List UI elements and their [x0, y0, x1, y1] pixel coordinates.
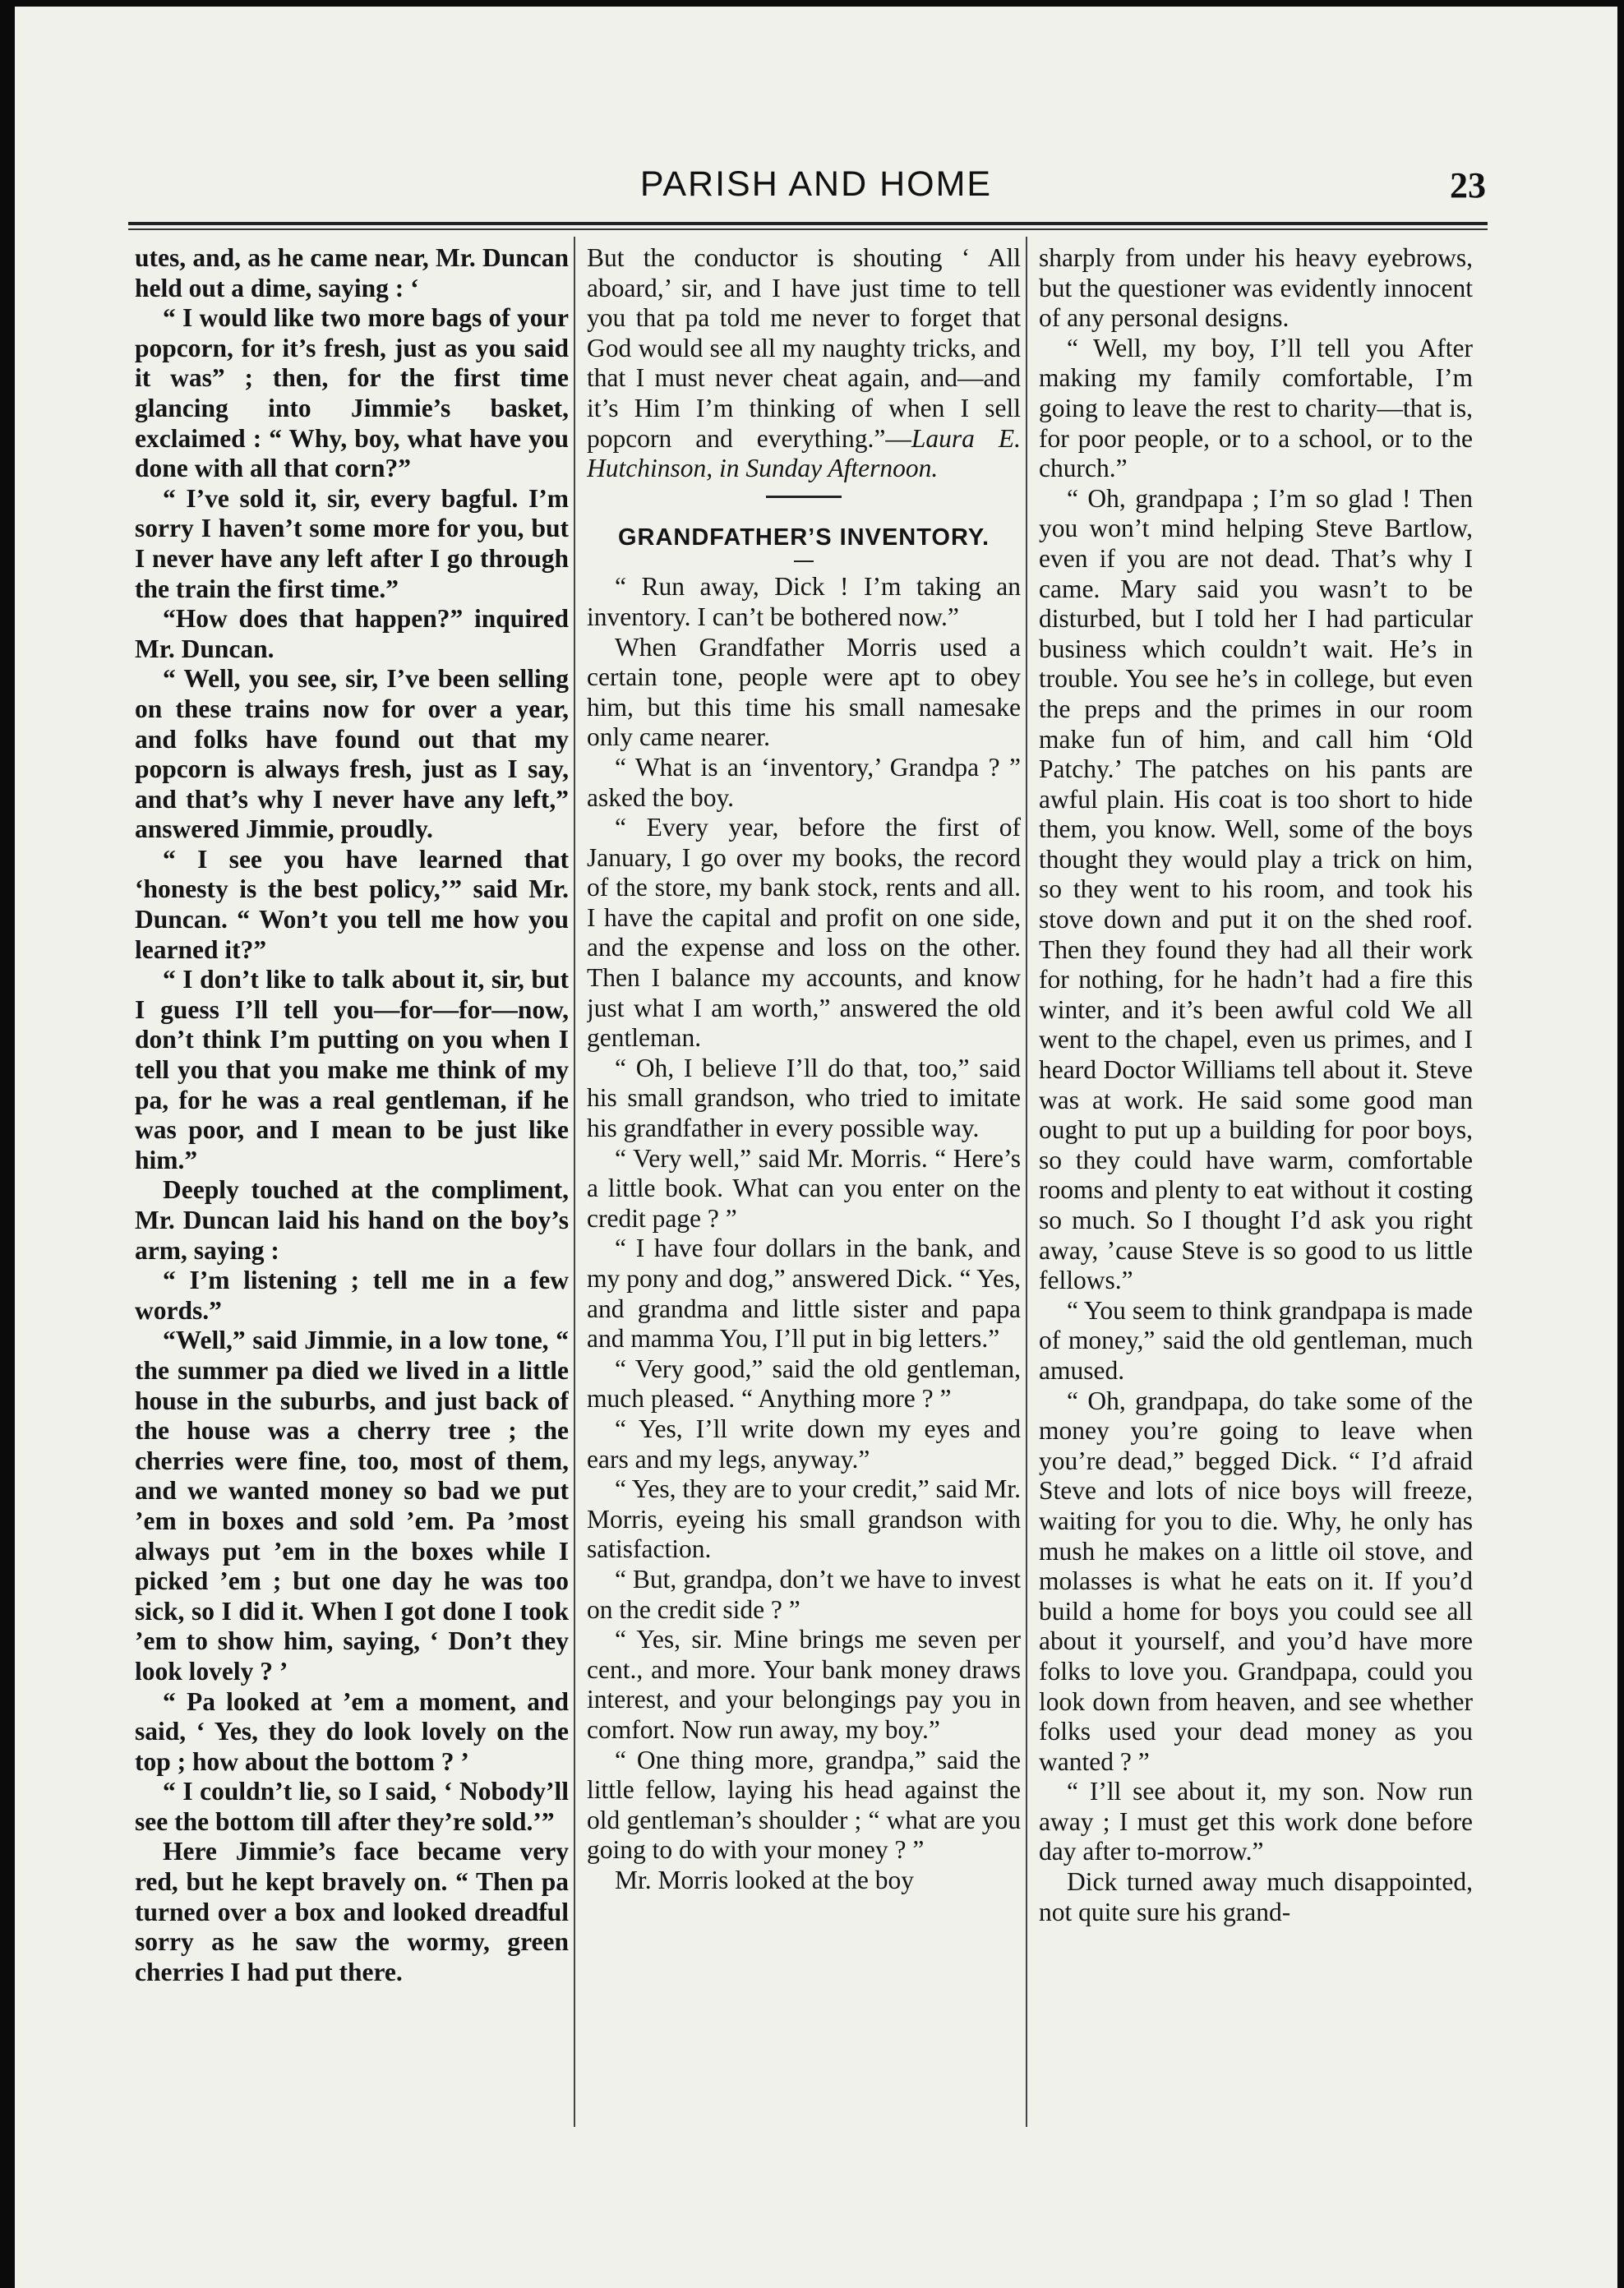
paragraph: “ I’ll see about it, my son. Now run away ; I must get this work done before day after to-morrow.” — [1039, 1777, 1473, 1866]
paragraph: When Grandfather Morris used a certain tone, people were apt to obey him, but this time his small namesake only came nearer. — [587, 632, 1021, 752]
column-divider-2 — [1026, 237, 1027, 2127]
story-ending-text: But the conductor is shouting ‘ All aboard,’ sir, and I have just time to tell you that pa told me never to forget that God would see all my naughty tricks, and that I must never cheat again, and—and it’s Him I’m thinking of when I sell popcorn and everything.”— — [587, 243, 1021, 453]
paragraph: “ I’ve sold it, sir, every bagful. I’m sorry I haven’t some more for you, but I never have any left after I go through the train the first time.” — [135, 483, 569, 603]
article-heading: GRANDFATHER’S INVENTORY. — [617, 524, 990, 551]
paragraph: Deeply touched at the compliment, Mr. Duncan laid his hand on the boy’s arm, saying : — [135, 1175, 569, 1265]
column-1 — [135, 243, 569, 2150]
paragraph: “ Oh, grandpapa ; I’m so glad ! Then you won’t mind helping Steve Bartlow, even if you are not dead. That’s why I came. Mary said you wasn’t to be disturbed, but I told her I had particular business which couldn’t wait. He’s in trouble. You see he’s in college, but even the preps and the primes in our room make fun of him, and call him ‘Old Patchy.’ The patches on his pants are awful plain. His coat is too short to hide them, you know. Well, some of the boys thought they would play a trick on him, so they went to his room, and took his stove down and put it on the shed roof. Then they found they had all their work for nothing, for he hadn’t had a fire this winter, and it’s been awful cold We all went to the chapel, even us primes, and I heard Doctor Williams tell about it. Steve was at work. He said some good man ought to put up a building for poor boys, so they could have warm, comfortable rooms and plenty to eat without it costing so much. So I thought I’d ask you right away, ’cause Steve is so good to us little fellows.” — [1039, 483, 1473, 1295]
heading-dash — [794, 560, 814, 562]
story-credit: Laura E. Hutchinson, in Sunday Afternoon. — [587, 423, 1021, 483]
paragraph: “ Well, you see, sir, I’ve been selling on these trains now for over a year, and folks have found out that my popcorn is always fresh, just as I say, and that’s why I never have any left,” answered Jimmie, proudly. — [135, 664, 569, 844]
paragraph: “ I don’t like to talk about it, sir, but I guess I’ll tell you—for—for—now, don’t think I’m putting on you when I tell you that you make me think of my pa, for he was a real gentleman, if he was poor, and I mean to be just like him.” — [135, 965, 569, 1174]
paragraph: “ I couldn’t lie, so I said, ‘ Nobody’ll see the bottom till after they’re sold.’” — [135, 1777, 569, 1836]
paragraph: “ Well, my boy, I’ll tell you After making my family comfortable, I’m going to leave the rest to charity—that is, for poor people, or to a school, or to the church.” — [1039, 333, 1473, 483]
paragraph: Dick turned away much disappointed, not quite sure his grand- — [1039, 1867, 1473, 1926]
paragraph: “ Very good,” said the old gentleman, much pleased. “ Anything more ? ” — [587, 1354, 1021, 1414]
story-ending — [587, 243, 1021, 484]
paragraph: “ Oh, grandpapa, do take some of the money you’re going to leave when you’re dead,” begged Dick. “ I’d afraid Steve and lots of nice boys will freeze, waiting for you to die. Why, he only has mush he makes on a little oil stove, and molasses is what he eats on it. If you’d build a home for boys you could see all about it yourself, and you’d have more folks to love you. Grandpapa, could you look down from heaven, and see whether folks used your dead money as you wanted ? ” — [1039, 1386, 1473, 1776]
paragraph: “ You seem to think grandpapa is made of money,” said the old gentleman, much amused. — [1039, 1295, 1473, 1385]
header-rule — [128, 222, 1488, 225]
paragraph: “ Pa looked at ’em a moment, and said, ‘ Yes, they do look lovely on the top ; how about the bottom ? ’ — [135, 1686, 569, 1776]
paragraph: Here Jimmie’s face became very red, but he kept bravely on. “ Then pa turned over a box and looked dreadful sorry as he saw the wormy, green cherries I had put there. — [135, 1837, 569, 1986]
paragraph: “ I’m listening ; tell me in a few words.” — [135, 1266, 569, 1325]
column-3 — [1039, 243, 1473, 2150]
paragraph: “ Every year, before the first of January, I go over my books, the record of the store, my bank stock, rents and all. I have the capital and profit on one side, and the expense and loss on the other. Then I balance my accounts, and know just what I am worth,” answered the old gentleman. — [587, 813, 1021, 1053]
paragraph: “Well,” said Jimmie, in a low tone, “ the summer pa died we lived in a little house in the suburbs, and just back of the house was a cherry tree ; the cherries were fine, too, most of them, and we wanted money so bad we put ’em in boxes and sold ’em. Pa ’most always put ’em in the boxes while I picked ’em ; but one day he was too sick, so I did it. When I got done I took ’em to show him, saying, ‘ Don’t they look lovely ? ’ — [135, 1326, 569, 1686]
column-divider-1 — [574, 237, 575, 2127]
section-separator — [766, 496, 842, 498]
column-2 — [587, 243, 1021, 2150]
paragraph: “ Very well,” said Mr. Morris. “ Here’s a little book. What can you enter on the credit page ? ” — [587, 1143, 1021, 1233]
paragraph: “ I would like two more bags of your popcorn, for it’s fresh, just as you said it was” ; then, for the first time glancing into Jimmie’s basket, exclaimed : “ Why, boy, what have you done with all that corn?” — [135, 303, 569, 483]
paragraph: “ Oh, I believe I’ll do that, too,” said his small grandson, who tried to imitate his grandfather in every possible way. — [587, 1053, 1021, 1143]
paragraph: “ Yes, sir. Mine brings me seven per cent., and more. Your bank money draws interest, and your belongings pay you in comfort. Now run away, my boy.” — [587, 1625, 1021, 1744]
paragraph: utes, and, as he came near, Mr. Duncan held out a dime, saying : ‘ — [135, 243, 569, 302]
paragraph: “How does that happen?” inquired Mr. Duncan. — [135, 604, 569, 663]
paragraph: “ Run away, Dick ! I’m taking an inventory. I can’t be bothered now.” — [587, 572, 1021, 631]
paragraph: “ I see you have learned that ‘honesty is the best policy,’” said Mr. Duncan. “ Won’t you tell me how you learned it?” — [135, 844, 569, 964]
page-number: 23 — [1450, 165, 1486, 205]
paragraph: “ One thing more, grandpa,” said the little fellow, laying his head against the old gentleman’s shoulder ; “ what are you going to do with your money ? ” — [587, 1745, 1021, 1865]
paragraph: “ Yes, they are to your credit,” said Mr. Morris, eyeing his small grandson with satisfaction. — [587, 1474, 1021, 1564]
paragraph: “ But, grandpa, don’t we have to invest on the credit side ? ” — [587, 1564, 1021, 1624]
paragraph: sharply from under his heavy eyebrows, but the questioner was evidently innocent of any personal designs. — [1039, 243, 1473, 333]
paragraph: “ Yes, I’ll write down my eyes and ears and my legs, anyway.” — [587, 1414, 1021, 1474]
magazine-page — [15, 7, 1617, 2288]
paragraph: “ I have four dollars in the bank, and my pony and dog,” answered Dick. “ Yes, and grandma and little sister and papa and mamma You, I’ll put in big letters.” — [587, 1234, 1021, 1354]
header-rule-thin — [128, 228, 1488, 230]
running-header-title: PARISH AND HOME — [639, 164, 993, 204]
paragraph: Mr. Morris looked at the boy — [615, 1865, 914, 1894]
paragraph: “ What is an ‘inventory,’ Grandpa ? ” asked the boy. — [587, 752, 1021, 812]
